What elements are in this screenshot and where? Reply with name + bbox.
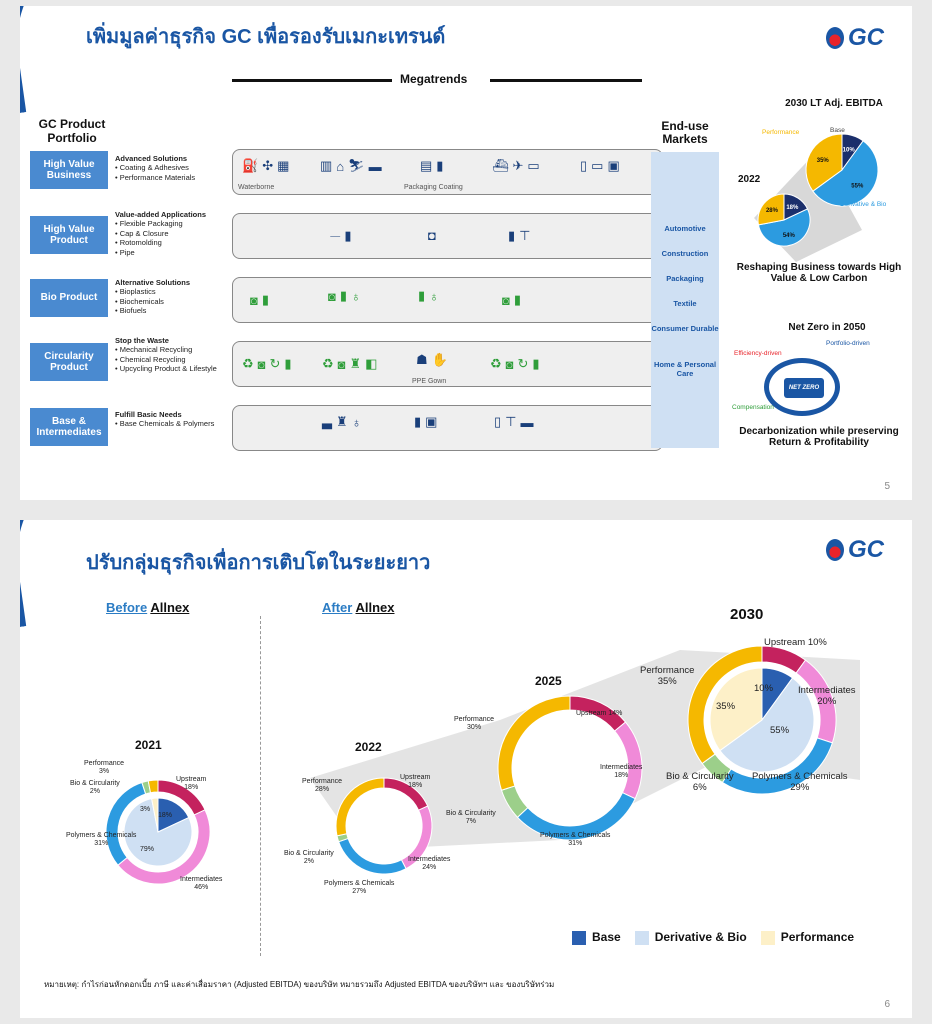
label-derivative: Derivative & Bio [840, 201, 887, 208]
enduse-textile: Textile [673, 299, 697, 308]
year-2030: 2030 [730, 606, 764, 623]
enduse-construction: Construction [661, 249, 709, 258]
lbl-2022-bio: Bio & Circularity 2% [284, 850, 334, 866]
ebitda-pct-label: 28% [765, 208, 778, 215]
enduse-home-personal-care: Home & Personal Care [653, 360, 717, 378]
portfolio-desc-4: Fulfill Basic Needs • Base Chemicals & Polymers [115, 410, 215, 429]
icons-demographic-row3 [328, 288, 361, 304]
desc-item: • Coating & Adhesives [115, 163, 189, 173]
year-2025: 2025 [535, 674, 562, 688]
ebitda-pct-label: 10% [842, 147, 855, 154]
cup-icon: ◙ [505, 356, 514, 372]
lbl-2030-bio: Bio & Circularity 6% [666, 771, 734, 793]
lbl-2022-upstream: Upstream 18% [400, 774, 431, 790]
cup-icon: ◙ [328, 288, 336, 304]
lbl-2025-upstream: Upstream 14% [576, 710, 623, 717]
lbl-2025-performance: Performance 30% [454, 716, 495, 732]
legend-performance: Performance [761, 930, 854, 945]
bottle-icon: ▮ [284, 356, 292, 371]
wind-turbine-icon: ✣ [262, 158, 274, 173]
netzero-title: Net Zero in 2050 [788, 322, 866, 333]
lbl-2030-inner-base: 10% [754, 683, 774, 694]
ebitda-pct-label: 55% [851, 183, 864, 190]
icon-row-3 [232, 277, 663, 323]
footnote: หมายเหตุ: กำไรก่อนหักดอกเบี้ย ภาษี และค่าเสื่อมราคา (Adjusted EBITDA) ของบริษัท หมายรวมถึง Adjusted EBITDA ของบริษัทฯ และ ของบริษัทร่วม [44, 980, 555, 989]
slide-title: ปรับกลุ่มธุรกิจเพื่อการเติบโตในระยะยาว [86, 552, 431, 574]
lbl-2021-inner-base: 18% [158, 812, 173, 819]
reshape-text: Reshaping Business towards High Value & Low Carbon [736, 262, 902, 284]
slide-portfolio-shift [20, 520, 912, 1018]
desc-heading: Advanced Solutions [115, 154, 188, 163]
lbl-2021-polymers: Polymers & Chemicals 31% [66, 832, 137, 848]
megatrend-demographic: Demographic Shift [322, 106, 380, 127]
year-2022-label: 2022 [738, 174, 761, 185]
enduse-column [651, 152, 719, 448]
gc-drop-icon [826, 27, 844, 49]
efficiency-label: Efficiency-driven [734, 350, 782, 357]
page-number: 5 [884, 481, 890, 492]
soap-icon: ♁ [351, 414, 362, 430]
kayak-icon: ⏤ [330, 228, 341, 243]
bottle-icon: ▮ [436, 158, 444, 173]
lbl-2021-inner-perf: 3% [140, 806, 151, 813]
lbl-2022-intermediates: Intermediates 24% [408, 856, 451, 872]
decarb-text: Decarbonization while preserving Return & Profitability [739, 426, 899, 448]
icons-health-row5 [414, 414, 437, 430]
recycle-icon: ♻ [242, 356, 254, 371]
portfolio-base-intermediates: Base & Intermediates [30, 408, 108, 446]
portfolio-circularity-product: Circularity Product [30, 343, 108, 381]
megatrend-rule-left [232, 79, 392, 82]
jar-icon: ▮ [339, 288, 348, 303]
portfolio-high-value-product: High Value Product [30, 216, 108, 254]
car-icon: ▬ [368, 158, 382, 174]
megatrend-urbanization: Urbanization [495, 111, 551, 122]
house-icon: ⌂ [336, 158, 345, 174]
megatrends-title: Megatrends [400, 72, 468, 86]
gloves-icon: ✋ [431, 352, 448, 367]
lbl-2030-polymers: Polymers & Chemicals 29% [752, 771, 848, 793]
lbl-2021-intermediates: Intermediates 46% [180, 876, 223, 892]
shoe-icon: ▃ [322, 414, 332, 429]
waterborne-label: Waterborne [238, 184, 275, 191]
ppe-gown-icon: ☗ [416, 352, 428, 367]
label-base: Base [830, 127, 845, 134]
lbl-2021-inner-deriv: 79% [140, 846, 155, 853]
icon-row-2 [232, 213, 663, 259]
lbl-2022-polymers: Polymers & Chemicals 27% [324, 880, 395, 896]
compensation-label: Compensation [732, 404, 774, 411]
phone-icon: ▯ [494, 414, 502, 429]
soap-icon: ♁ [429, 288, 439, 304]
car-icon: ▬ [520, 414, 534, 430]
desc-item: • Performance Materials [115, 172, 196, 182]
ppe-gown-label: PPE Gown [412, 378, 447, 385]
solar-panel-icon: ▦ [277, 158, 290, 173]
shirt-icon: ♜ [349, 356, 362, 371]
paint-icon: ⛽ [242, 158, 259, 173]
lbl-2021-performance: Performance 3% [84, 760, 125, 776]
ebitda-pct-label: 54% [782, 232, 795, 239]
label-performance: Performance [762, 129, 800, 136]
year-2021: 2021 [135, 738, 162, 752]
package-icon: ▤ [420, 158, 433, 173]
ebitda-pies [732, 110, 912, 270]
icons-demographic-row5 [322, 414, 361, 430]
icons-climate-row4 [242, 356, 292, 372]
portfolio-desc-2: Alternative Solutions • Bioplastics • Biochemicals • Biofuels [115, 278, 191, 316]
lbl-2030-upstream: Upstream 10% [764, 637, 827, 648]
before-allnex-heading: Before Allnex [106, 600, 190, 615]
bottle-icon: ▮ [344, 228, 352, 243]
fuel-pump-icon: ▮ [261, 292, 270, 307]
enduse-title: End-use Markets [661, 119, 709, 147]
portfolio-desc-1: Value-added Applications • Flexible Packaging • Cap & Closure • Rotomolding • Pipe [115, 210, 206, 257]
megatrend-disruptive: Disruptive Technology [582, 106, 632, 127]
jar-icon: ▮ [418, 288, 426, 303]
ebitda-title: 2030 LT Adj. EBITDA [785, 98, 883, 109]
pie-2030 [806, 134, 878, 206]
icons-climate-row3 [250, 292, 269, 308]
slide-megatrends [20, 6, 912, 500]
enduse-consumer-durable: Consumer Durable [651, 324, 719, 333]
netzero-badge: NET ZERO [784, 378, 824, 398]
lbl-2030-intermediates: Intermediates 20% [798, 685, 856, 707]
legend [572, 930, 854, 945]
gc-logo [826, 24, 884, 52]
icons-urban-row4 [490, 356, 540, 372]
icons-climate-row1 [242, 158, 289, 174]
megatrend-rule-right [490, 79, 642, 82]
icons-health-row3 [418, 288, 439, 304]
fuel-pump-icon: ▮ [513, 292, 522, 307]
enduse-automotive: Automotive [664, 224, 706, 233]
crane-icon: ⊤ [505, 414, 517, 429]
cup-icon: ◙ [502, 292, 510, 308]
plane-icon: ✈ [512, 158, 524, 173]
ship-icon: ⛴ [492, 158, 509, 173]
portfolio-driven-label: Portfolio-driven [826, 340, 870, 347]
phone-icon: ▯ [580, 158, 588, 173]
icons-demographic-row2 [330, 228, 352, 244]
lbl-2025-intermediates: Intermediates 18% [600, 764, 643, 780]
megatrend-health: Health & Wellness [417, 106, 457, 127]
gc-logo-text: GC [848, 24, 884, 51]
legend-derivative: Derivative & Bio [635, 930, 747, 945]
icon-row-5 [232, 405, 663, 451]
recycle-icon: ♻ [322, 356, 334, 371]
jar-icon: ▮ [414, 414, 422, 429]
megatrend-climate: Climate Change & Energy Transition [245, 96, 289, 138]
shirt-icon: ♜ [336, 414, 348, 429]
legend-base: Base [572, 930, 621, 945]
lbl-2025-polymers: Polymers & Chemicals 31% [540, 832, 611, 848]
icons-health-row2 [428, 228, 436, 243]
icons-demographic-row1 [320, 158, 382, 174]
icons-urban-row5 [494, 414, 533, 430]
iv-bag-icon: ◘ [428, 228, 436, 243]
gc-logo-text: GC [848, 536, 884, 563]
skier-icon: ⛷ [348, 158, 365, 173]
train-icon: ▭ [527, 158, 540, 173]
icons-urban-row1 [492, 158, 540, 174]
cup-icon: ◙ [257, 356, 266, 372]
lbl-2021-bio: Bio & Circularity 2% [70, 780, 120, 796]
icons-health-row1 [420, 158, 443, 174]
packaging-coating-label: Packaging Coating [404, 184, 463, 191]
icons-urban-row3 [502, 292, 521, 308]
portfolio-title: GC Product Portfolio [38, 117, 106, 145]
portfolio-desc-3: Stop the Waste • Mechanical Recycling • Chemical Recycling • Upcycling Product & Lifestyle [115, 336, 217, 374]
chip-icon: ▣ [607, 158, 620, 173]
refresh-icon: ↻ [517, 356, 529, 371]
lbl-2025-bio: Bio & Circularity 7% [446, 810, 496, 826]
lbl-2022-performance: Performance 28% [302, 778, 343, 794]
building-icon: ▥ [320, 158, 333, 173]
soap-icon: ♁ [351, 288, 361, 304]
lbl-2030-inner-perf: 35% [716, 701, 736, 712]
slide-title: เพิ่มมูลค่าธุรกิจ GC เพื่อรองรับเมกะเทรนด์ [86, 26, 446, 48]
portfolio-high-value-business: High Value Business [30, 151, 108, 189]
donut-2021-slice-4 [148, 780, 158, 793]
icons-health-row4 [416, 352, 448, 368]
portfolio-bio-product: Bio Product [30, 279, 108, 317]
refresh-icon: ↻ [269, 356, 281, 371]
enduse-packaging: Packaging [666, 274, 704, 283]
icons-tech-row1 [580, 158, 620, 174]
page-number: 6 [884, 999, 890, 1010]
laptop-icon: ▭ [591, 158, 604, 173]
ebitda-pct-label: 18% [786, 204, 799, 211]
cup-icon: ◙ [337, 356, 346, 372]
bottle-icon: ▮ [508, 228, 516, 243]
pie-2022 [758, 194, 810, 246]
lbl-2021-upstream: Upstream 18% [176, 776, 207, 792]
bag-icon: ◧ [365, 356, 378, 371]
portfolio-desc-0 [115, 154, 245, 182]
ebitda-pct-label: 35% [816, 158, 829, 165]
after-allnex-heading: After Allnex [322, 600, 395, 615]
lbl-2030-performance: Performance 35% [640, 665, 695, 687]
icons-urban-row2 [508, 228, 530, 244]
year-2022: 2022 [355, 740, 382, 754]
cup-icon: ◙ [250, 292, 258, 308]
icons-demographic-row4 [322, 356, 377, 372]
crane-icon: ⊤ [519, 228, 531, 243]
recycle-icon: ♻ [490, 356, 502, 371]
washer-icon: ▣ [425, 414, 438, 429]
bottle-icon: ▮ [532, 356, 540, 371]
lbl-2030-inner-deriv: 55% [770, 725, 790, 736]
